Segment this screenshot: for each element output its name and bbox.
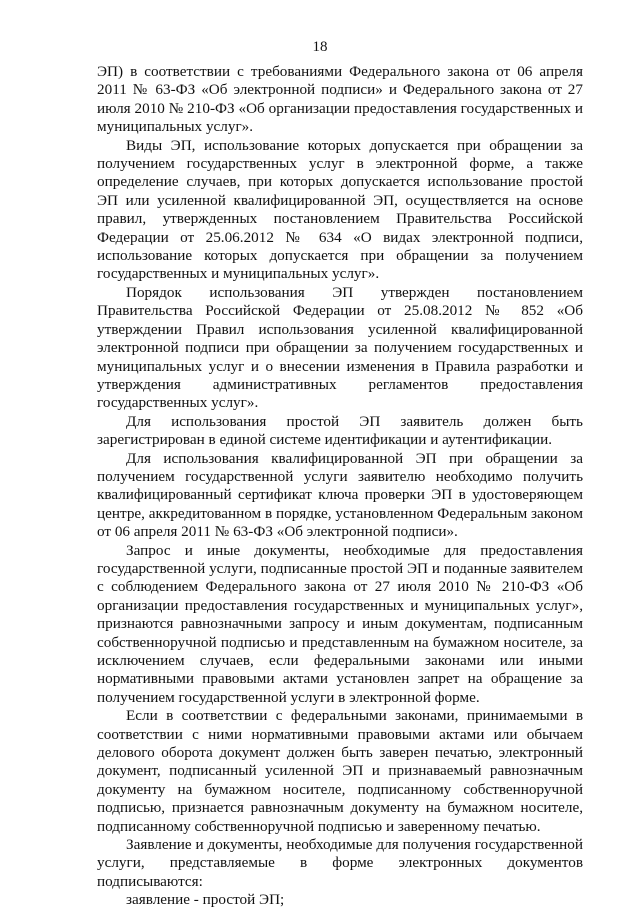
paragraph-usage-procedure: Порядок использования ЭП утвержден постановлением Правительства Российской Федерации от 25.08.2012 № 852 «Об утверждении Правил использования усиленной квалифицированной электронной подписи при обращении за получением государственных и муниципальных услуг и о внесении изменения в Правила разработки и утверждения административных регламентов предоставления государственных услуг». [97,283,583,412]
paragraph-application-simple-signature: заявление - простой ЭП; [126,891,285,909]
paragraph-continuation: ЭП) в соответствии с требованиями Федерального закона от 06 апреля 2011 № 63-ФЗ «Об электронной подписи» и Федерального закона от 27 июля 2010 № 210-ФЗ «Об организации предоставления государственных и муниципальных услуг». [97,63,583,136]
paragraph-seal-equivalence: Если в соответствии с федеральными законами, принимаемыми в соответствии с ними нормативными правовыми актами или обычаем делового оборота документ должен быть заверен печатью, электронный документ, подписанный усиленной ЭП и признаваемый равнозначным документу на бумажном носителе, подписанному собственноручной подписью, признается равнозначным документу на бумажном носителе, подписанному собственноручной подписью и заверенному печатью. [97,707,583,835]
paragraph-request-documents: Запрос и иные документы, необходимые для предоставления государственной услуги, подписанные простой ЭП и поданные заявителем с соблюдением Федерального закона от 27 июля 2010 № 210-ФЗ «Об организации предоставления государственных и муниципальных услуг», признаются равнозначными запросу и иным документам, подписанным собственноручной подписью и представленным на бумажном носителе, за исключением случаев, если федеральными законами или иными нормативными правовыми актами установлен запрет на обращение за получением государственной услуги в электронной форме. [97,541,583,706]
paragraph-signature-types: Виды ЭП, использование которых допускается при обращении за получением государственных услуг в электронной форме, а также определение случаев, при которых допускается использование простой ЭП или усиленной квалифицированной ЭП, осуществляется на основе правил, утвержденных постановлением Правительства Российской Федерации от 25.06.2012 № 634 «О видах электронной подписи, использование которых допускается при обращении за получением государственных и муниципальных услуг». [97,136,583,283]
paragraph-electronic-documents: Заявление и документы, необходимые для получения государственной услуги, представляемые в форме электронных документов подписываются: [97,836,583,890]
document-body [97,63,583,910]
page-number: 18 [312,39,328,55]
paragraph-simple-signature: Для использования простой ЭП заявитель должен быть зарегистрирован в единой системе идентификации и аутентификации. [97,412,583,449]
paragraph-qualified-signature: Для использования квалифицированной ЭП при обращении за получением государственной услуги заявителю необходимо получить квалифицированный сертификат ключа проверки ЭП в удостоверяющем центре, аккредитованном в порядке, установленном Федеральным законом от 06 апреля 2011 № 63-ФЗ «Об электронной подписи». [97,449,583,541]
